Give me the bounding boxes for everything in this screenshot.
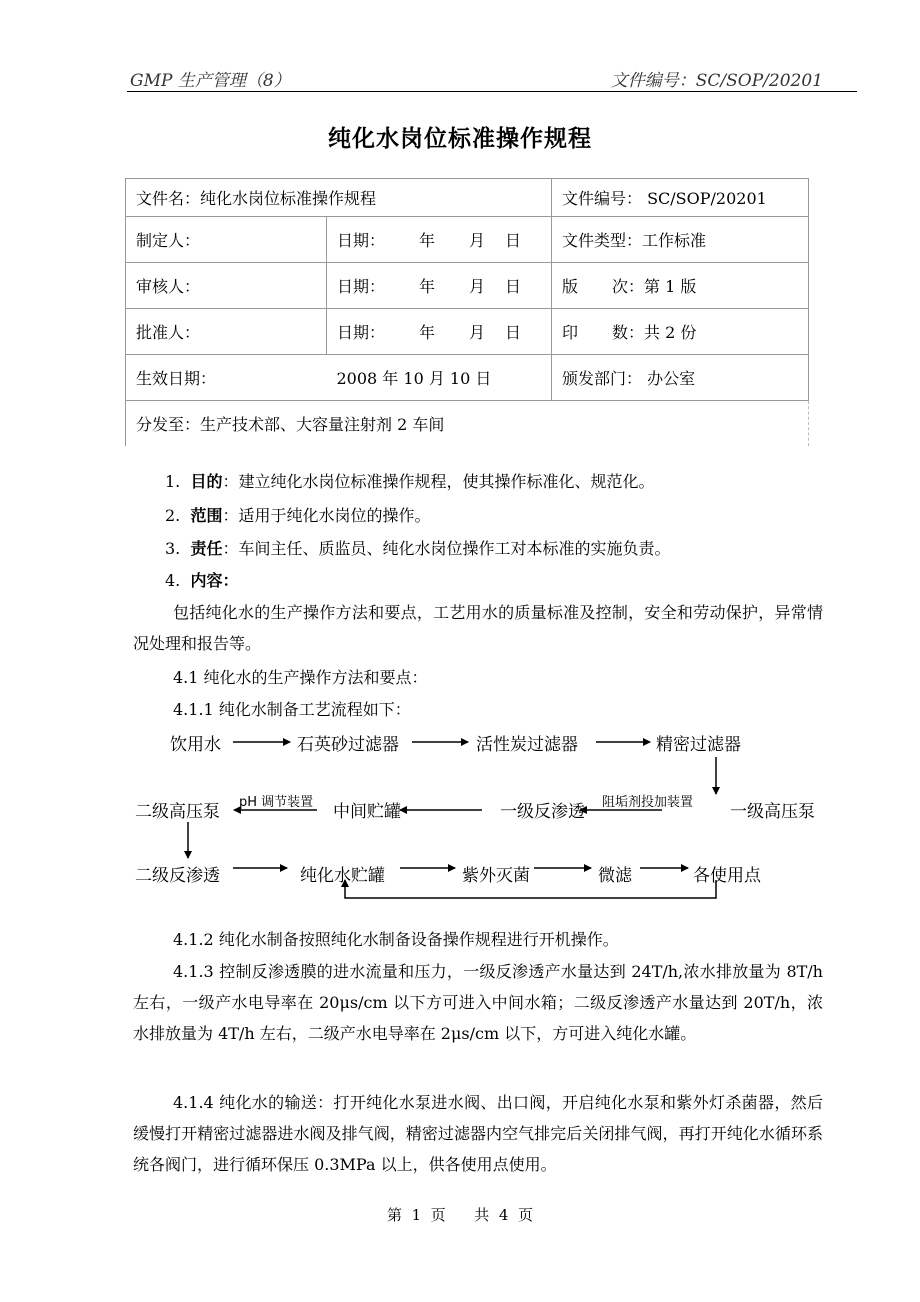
header-divider bbox=[127, 91, 857, 92]
maker-cell: 制定人： bbox=[126, 217, 327, 263]
reviewer-cell: 审核人： bbox=[126, 263, 327, 309]
file-name-cell: 文件名：纯化水岗位标准操作规程 bbox=[126, 179, 552, 217]
dept-cell: 颁发部门： 办公室 bbox=[552, 355, 809, 401]
flow-node-n8: 二级高压泵 bbox=[135, 802, 220, 822]
paragraph-4-1-2: 4.1.2 纯化水制备按照纯化水制备设备操作规程进行开机操作。 bbox=[173, 930, 619, 949]
approver-cell: 批准人： bbox=[126, 309, 327, 355]
page-footer: 第 1 页 共 4 页 bbox=[387, 1206, 533, 1224]
flow-node-n5: 一级高压泵 bbox=[730, 802, 815, 822]
section-4-intro: 包括纯化水的生产操作方法和要点，工艺用水的质量标准及控制，安全和劳动保护，异常情况处理和报告等。 bbox=[133, 603, 823, 653]
flow-node-n10: 纯化水贮罐 bbox=[300, 866, 385, 886]
effective-date-cell: 2008 年 10 月 10 日 bbox=[327, 355, 552, 401]
flow-node-n7: 中间贮罐 bbox=[333, 802, 401, 822]
paragraph-4-1-4: 4.1.4 纯化水的输送：打开纯化水泵进水阀、出口阀，开启纯化水泵和紫外灯杀菌器，然后缓慢打开精密过滤器进水阀及排气阀，精密过滤器内空气排完后关闭排气阀，再打开纯化水循环系统各阀门，进行循环保压 0.3MPa 以上，供各使用点使用。 bbox=[133, 1093, 823, 1174]
header-left: GMP 生产管理（8） bbox=[130, 71, 291, 91]
return-loop bbox=[345, 880, 716, 898]
approver-date-cell: 日期： 年 月 日 bbox=[327, 309, 552, 355]
flow-node-n6: 一级反渗透 bbox=[500, 802, 585, 822]
document-title: 纯化水岗位标准操作规程 bbox=[328, 125, 592, 152]
flow-node-n4: 精密过滤器 bbox=[656, 735, 741, 755]
effective-label-cell: 生效日期： bbox=[126, 355, 327, 401]
flow-node-n11: 紫外灭菌 bbox=[462, 866, 530, 886]
flow-node-n2: 石英砂过滤器 bbox=[297, 735, 399, 755]
flow-node-n13: 各使用点 bbox=[693, 866, 761, 886]
flow-node-n1: 饮用水 bbox=[170, 735, 221, 755]
header-right: 文件编号：SC/SOP/20201 bbox=[610, 71, 823, 91]
flow-label-scale: 阻垢剂投加装置 bbox=[602, 795, 694, 810]
paragraph-4-1-3: 4.1.3 控制反渗透膜的进水流量和压力，一级反渗透产水量达到 24T/h,浓水排放量为 8T/h 左右，一级产水电导率在 20μs/cm 以下方可进入中间水箱；二级反渗透产水量达到 20T/h，浓水排放量为 4T/h 左右，二级产水电导率在 2μs/cm 以下，方可进入纯化水罐。 bbox=[133, 962, 823, 1043]
version-cell: 版 次：第 1 版 bbox=[552, 263, 809, 309]
section-1: 1. 目的：建立纯化水岗位标准操作规程，使其操作标准化、规范化。 bbox=[165, 472, 655, 491]
section-4-1: 4.1 纯化水的生产操作方法和要点： bbox=[173, 668, 428, 687]
section-4-heading: 4. 内容： bbox=[165, 571, 239, 590]
section-3: 3. 责任：车间主任、质监员、纯化水岗位操作工对本标准的实施负责。 bbox=[165, 539, 671, 558]
print-count-cell: 印 数：共 2 份 bbox=[552, 309, 809, 355]
flow-node-n9: 二级反渗透 bbox=[135, 866, 220, 886]
maker-date-cell: 日期： 年 月 日 bbox=[327, 217, 552, 263]
reviewer-date-cell: 日期： 年 月 日 bbox=[327, 263, 552, 309]
file-no-cell: 文件编号： SC/SOP/20201 bbox=[552, 179, 809, 217]
file-type-cell: 文件类型：工作标准 bbox=[552, 217, 809, 263]
flow-node-n3: 活性炭过滤器 bbox=[476, 735, 578, 755]
flow-label-ph: pH 调节装置 bbox=[239, 795, 314, 810]
info-table bbox=[125, 178, 809, 446]
section-4-1-1: 4.1.1 纯化水制备工艺流程如下： bbox=[173, 700, 411, 719]
section-2: 2. 范围：适用于纯化水岗位的操作。 bbox=[165, 506, 431, 525]
distribute-cell: 分发至：生产技术部、大容量注射剂 2 车间 bbox=[126, 401, 809, 447]
flow-node-n12: 微滤 bbox=[598, 866, 632, 886]
